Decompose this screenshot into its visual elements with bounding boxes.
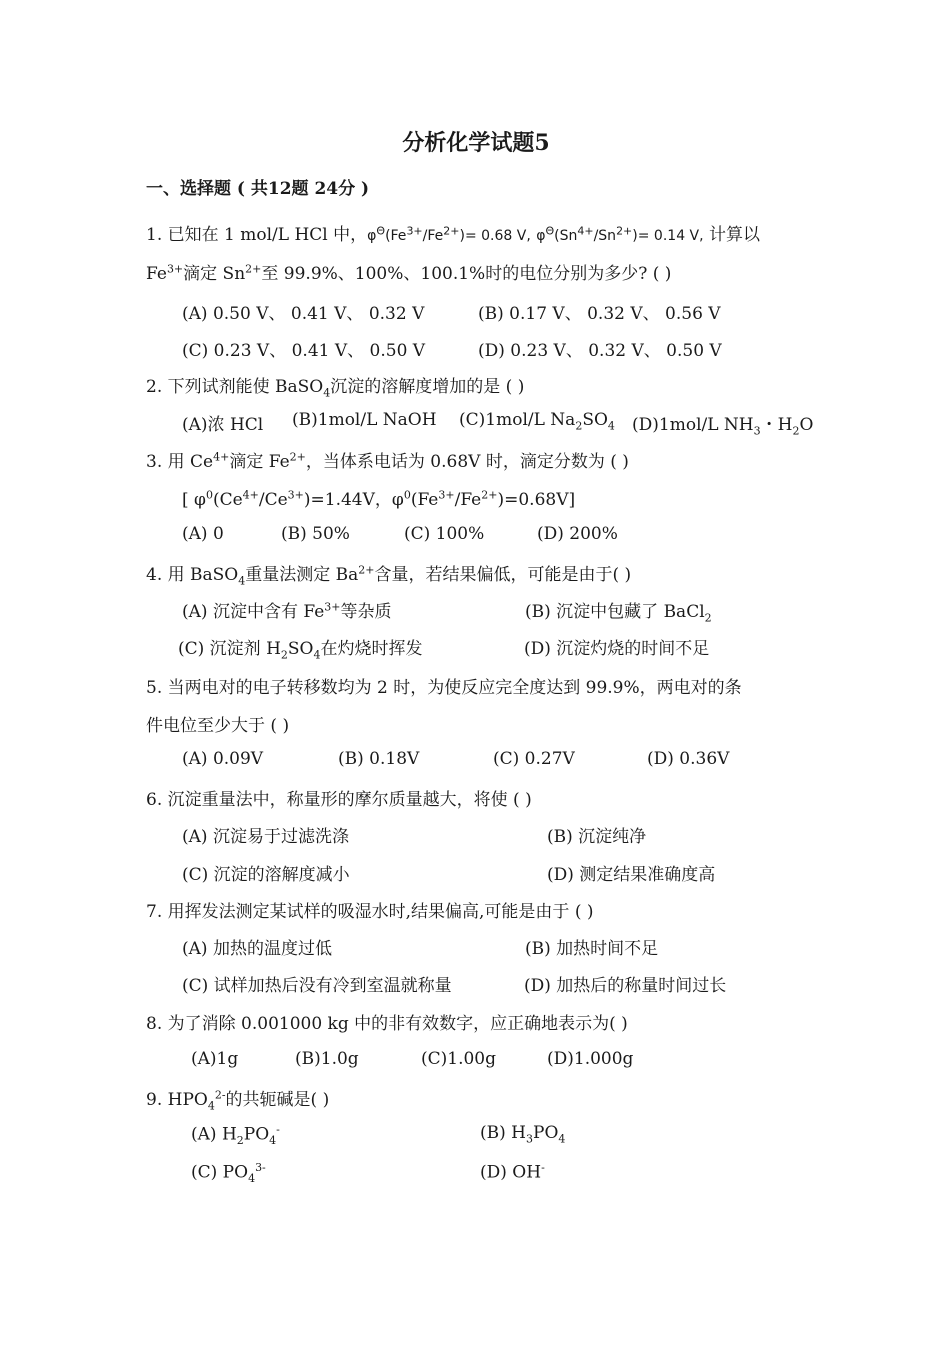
q2-option-d[interactable]: (D)1mol/L $NH_3$・$H_2O$ <box>632 415 814 438</box>
question-3: 3. 用 $Ce^{4+}$滴定 $Fe^{2+}$，当体系电话为 0.68V 时，滴定分数为 ( ) <box>146 450 629 472</box>
q9-option-c[interactable]: (C) $PO_4^{3-}$ <box>191 1161 266 1186</box>
q2-option-b[interactable]: (B)1mol/L NaOH <box>292 410 437 430</box>
q5-option-b[interactable]: (B) 0.18V <box>338 749 420 769</box>
q6-option-b[interactable]: (B) 沉淀纯净 <box>547 827 647 847</box>
q5-option-d[interactable]: (D) 0.36V <box>647 749 730 769</box>
q1-text-tail: 计算以 <box>708 225 760 245</box>
q1-option-c[interactable]: (C) 0.23 V、 0.41 V、 0.50 V <box>182 341 426 361</box>
q1-formula-1: $\varphi^\Theta(Fe^{3+}/Fe^{2+})= 0.68$ V, <box>367 224 531 244</box>
page-title: 分析化学试题5 <box>402 130 550 156</box>
question-2: 2. 下列试剂能使 BaSO$_4$沉淀的溶解度增加的是 ( ) <box>146 377 525 400</box>
q7-option-c[interactable]: (C) 试样加热后没有冷到室温就称量 <box>182 976 452 996</box>
question-5-line-1: 5. 当两电对的电子转移数均为 2 时，为使反应完全度达到 99.9%，两电对的条 <box>146 678 742 698</box>
q1-formula-2: $\varphi^\Theta(Sn^{4+}/Sn^{2+})= 0.14$ V, <box>536 224 704 244</box>
section-heading: 一、选择题 ( 共12题 24分 ) <box>146 179 370 199</box>
q1-option-d[interactable]: (D) 0.23 V、 0.32 V、 0.50 V <box>478 341 722 361</box>
q1-option-b[interactable]: (B) 0.17 V、 0.32 V、 0.56 V <box>478 304 721 324</box>
question-6: 6. 沉淀重量法中，称量形的摩尔质量越大，将使 ( ) <box>146 790 532 810</box>
q4-option-c[interactable]: (C) 沉淀剂 $H_2SO_4$在灼烧时挥发 <box>178 639 423 662</box>
question-9: 9. $HPO_4^{2-}$的共轭碱是( ) <box>146 1088 330 1113</box>
q2-option-a[interactable]: (A)浓 HCl <box>182 415 264 435</box>
q7-option-b[interactable]: (B) 加热时间不足 <box>525 939 659 959</box>
q8-option-d[interactable]: (D)1.000g <box>547 1049 634 1069</box>
q7-option-a[interactable]: (A) 加热的温度过低 <box>182 939 332 959</box>
q4-option-d[interactable]: (D) 沉淀灼烧的时间不足 <box>524 639 710 659</box>
q1-text: 1. 已知在 1 mol/L HCl 中， <box>146 225 368 245</box>
q9-option-d[interactable]: (D) OH- <box>480 1161 545 1183</box>
q7-option-d[interactable]: (D) 加热后的称量时间过长 <box>524 976 727 996</box>
q5-option-c[interactable]: (C) 0.27V <box>493 749 575 769</box>
q6-option-d[interactable]: (D) 测定结果准确度高 <box>547 865 716 885</box>
question-8: 8. 为了消除 0.001000 kg 中的非有效数字，应正确地表示为( ) <box>146 1014 628 1034</box>
question-1-line-2: $Fe^{3+}$滴定 $Sn^{2+}$至 99.9%、100%、100.1%时的电位分别为多少? ( ) <box>146 262 672 284</box>
q8-option-a[interactable]: (A)1g <box>191 1049 239 1069</box>
q8-option-b[interactable]: (B)1.0g <box>295 1049 359 1069</box>
q6-option-c[interactable]: (C) 沉淀的溶解度减小 <box>182 865 350 885</box>
q8-option-c[interactable]: (C)1.00g <box>421 1049 497 1069</box>
q6-option-a[interactable]: (A) 沉淀易于过滤洗涤 <box>182 827 349 847</box>
q3-option-a[interactable]: (A) 0 <box>182 524 224 544</box>
question-4: 4. 用 BaSO$_4$重量法测定 $Ba^{2+}$含量，若结果偏低，可能是由于( ) <box>146 563 632 588</box>
q5-option-a[interactable]: (A) 0.09V <box>182 749 264 769</box>
q9-option-a[interactable]: (A) $H_2PO_4^-$ <box>191 1123 280 1148</box>
q4-option-a[interactable]: (A) 沉淀中含有 $Fe^{3+}$等杂质 <box>182 600 392 622</box>
q1-option-a[interactable]: (A) 0.50 V、 0.41 V、 0.32 V <box>182 304 425 324</box>
q4-option-b[interactable]: (B) 沉淀中包藏了 BaCl$_2$ <box>525 602 712 625</box>
question-5-line-2: 件电位至少大于 ( ) <box>146 716 290 736</box>
q2-option-c[interactable]: (C)1mol/L $Na_2SO_4$ <box>459 410 615 433</box>
q3-condition: [ $\varphi^0(Ce^{4+}/Ce^{3+})=1.44V$，$\varphi^0(Fe^{3+}/Fe^{2+})=0.68V$] <box>182 488 576 510</box>
q9-option-b[interactable]: (B) $H_3PO_4$ <box>480 1123 566 1146</box>
q3-option-c[interactable]: (C) 100% <box>404 524 485 544</box>
question-1-line-1 <box>146 220 760 245</box>
q3-option-d[interactable]: (D) 200% <box>537 524 618 544</box>
q3-option-b[interactable]: (B) 50% <box>281 524 350 544</box>
question-7: 7. 用挥发法测定某试样的吸湿水时,结果偏高,可能是由于 ( ) <box>146 902 594 922</box>
